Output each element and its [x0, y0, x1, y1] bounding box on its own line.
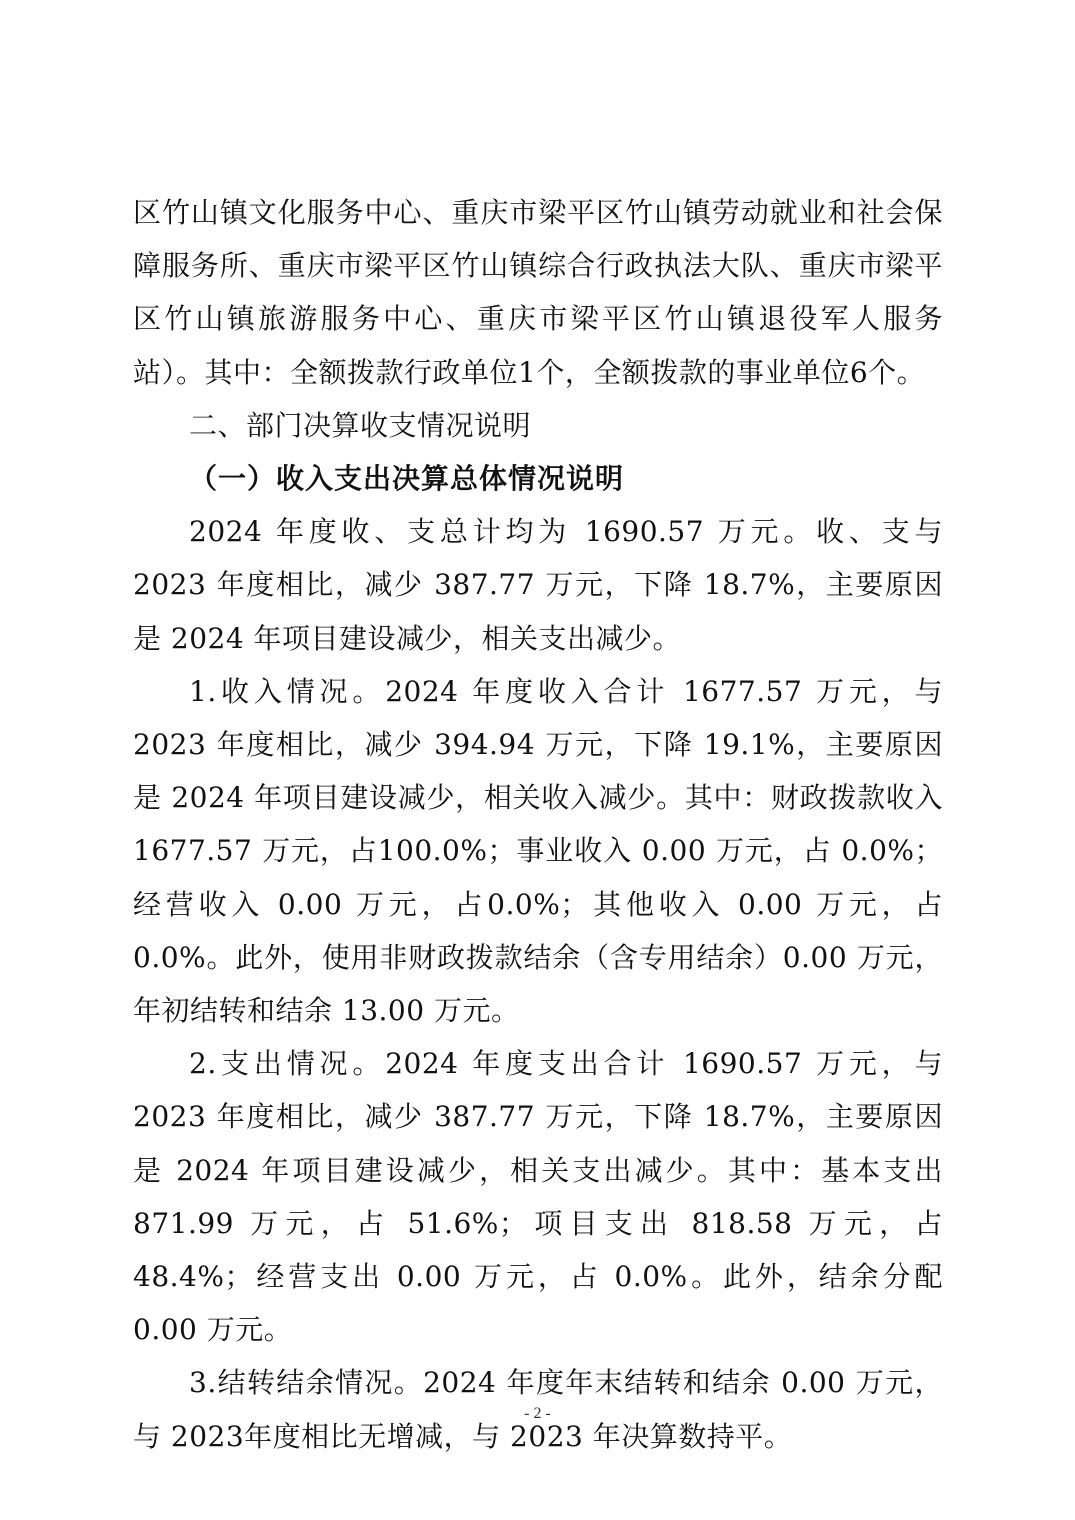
section-heading: 二、部门决算收支情况说明 [189, 408, 532, 442]
paragraph-overall: 2024 年度收、支总计均为 1690.57 万元。收、支与 2023 年度相比，减少 387.77 万元，下降 18.7%，主要原因是 2024 年项目建设减少，相关支出减少。 [133, 515, 943, 655]
paragraph-expenditure: 2.支出情况。2024 年度支出合计 1690.57 万元，与 2023 年度相比，减少 387.77 万元，下降 18.7%，主要原因是 2024 年项目建设减少，相关支出减少。其中：基本支出 871.99 万元，占 51.6%；项目支出 818.58 万元，占 48.4%；经营支出 0.00 万元，占 0.0%。此外，结余分配 0.00 万元。 [133, 1047, 943, 1347]
page-number: - 2 - [524, 1405, 551, 1422]
paragraph-unit-list: 区竹山镇文化服务中心、重庆市梁平区竹山镇劳动就业和社会保障服务所、重庆市梁平区竹山镇综合行政执法大队、重庆市梁平区竹山镇旅游服务中心、重庆市梁平区竹山镇退役军人服务站）。其中：全额拨款行政单位1个，全额拨款的事业单位6个。 [133, 196, 943, 389]
body-text [133, 186, 943, 1463]
paragraph-carryover: 3.结转结余情况。2024 年度年末结转和结余 0.00 万元，与 2023年度相比无增减，与 2023 年决算数持平。 [133, 1366, 943, 1453]
paragraph-income: 1.收入情况。2024 年度收入合计 1677.57 万元，与 2023 年度相比，减少 394.94 万元，下降 19.1%，主要原因是 2024 年项目建设减少，相关收入减少。其中：财政拨款收入 1677.57 万元，占100.0%；事业收入 0.00 万元，占 0.0%；经营收入 0.00 万元，占0.0%；其他收入 0.00 万元，占 0.0%。此外，使用非财政拨款结余（含专用结余）0.00 万元，年初结转和结余 13.00 万元。 [133, 674, 943, 1028]
subsection-heading: （一）收入支出决算总体情况说明 [189, 462, 625, 496]
